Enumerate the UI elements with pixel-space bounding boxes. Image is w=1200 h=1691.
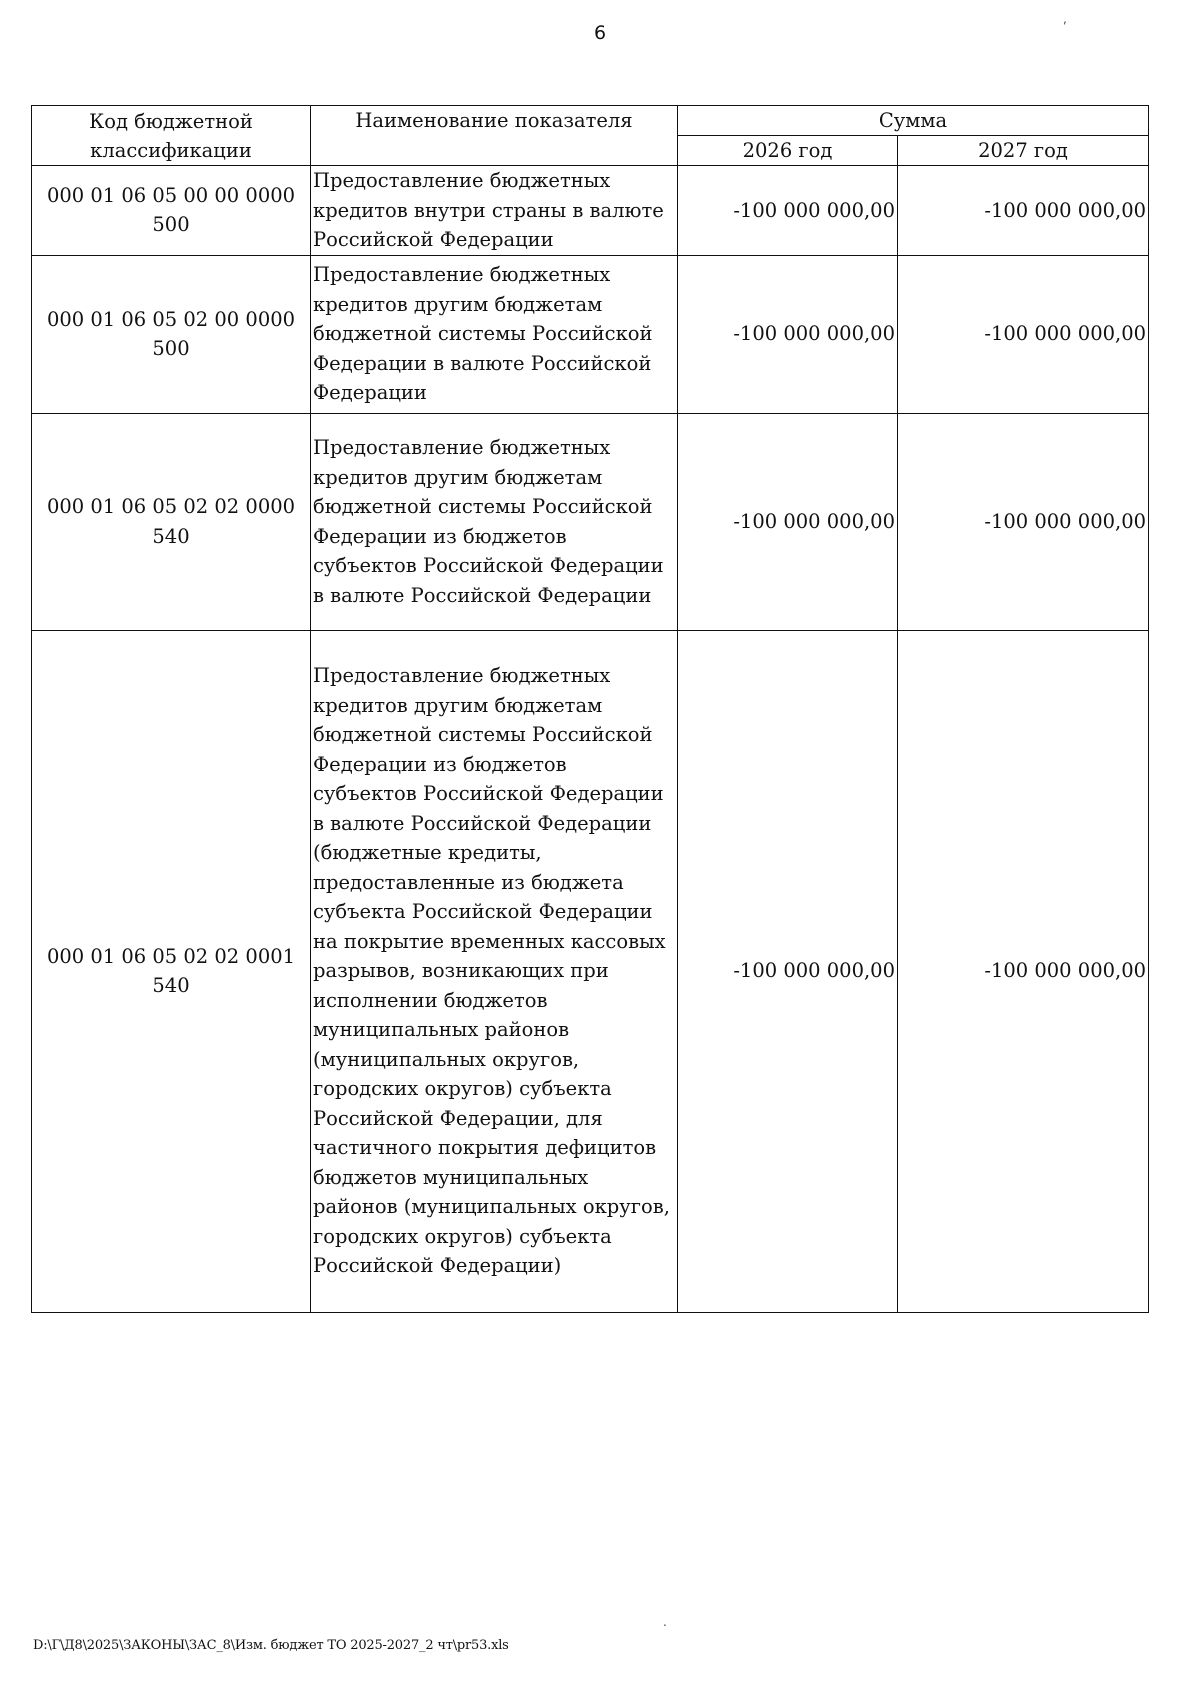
table-row [32, 166, 1149, 256]
row-amount-2026: -100 000 000,00 [678, 630, 898, 1312]
row-name: Предоставление бюджетных кредитов другим бюджетам бюджетной системы Российской Федерации из бюджетов субъектов Российской Федерации в валюте Российской Федерации [311, 413, 678, 630]
footer-file-path: D:\Г\Д8\2025\ЗАКОНЫ\ЗАС_8\Изм. бюджет ТО 2025-2027_2 чт\pr53.xls [33, 1638, 509, 1653]
table-row [32, 630, 1149, 1312]
row-name: Предоставление бюджетных кредитов другим бюджетам бюджетной системы Российской Федерации из бюджетов субъектов Российской Федерации в валюте Российской Федерации (бюджетные кредиты, предоставленные из бюджета субъекта Российской Федерации на покрытие временных кассовых разрывов, возникающих при исполнении бюджетов муниципальных районов (муниципальных округов, городских округов) субъекта Российской Федерации, для частичного покрытия дефицитов бюджетов муниципальных районов (муниципальных округов, городских округов) субъекта Российской Федерации) [311, 630, 678, 1312]
row-amount-2027: -100 000 000,00 [898, 166, 1149, 256]
row-amount-2027: -100 000 000,00 [898, 630, 1149, 1312]
header-year-2027: 2027 год [898, 136, 1149, 166]
table-row [32, 413, 1149, 630]
row-code: 000 01 06 05 02 00 0000 500 [32, 255, 311, 413]
header-sum: Сумма [678, 106, 1149, 136]
row-code: 000 01 06 05 02 02 0000 540 [32, 413, 311, 630]
row-amount-2026: -100 000 000,00 [678, 413, 898, 630]
row-name: Предоставление бюджетных кредитов внутри страны в валюте Российской Федерации [311, 166, 678, 256]
row-code: 000 01 06 05 00 00 0000 500 [32, 166, 311, 256]
header-year-2026: 2026 год [678, 136, 898, 166]
row-amount-2026: -100 000 000,00 [678, 255, 898, 413]
row-code: 000 01 06 05 02 02 0001 540 [32, 630, 311, 1312]
header-name: Наименование показателя [311, 106, 678, 166]
row-amount-2027: -100 000 000,00 [898, 413, 1149, 630]
row-amount-2027: -100 000 000,00 [898, 255, 1149, 413]
header-code: Код бюджетной классификации [32, 106, 311, 166]
page-number: 6 [593, 22, 607, 44]
footer-mark: . [663, 1615, 667, 1629]
row-amount-2026: -100 000 000,00 [678, 166, 898, 256]
budget-table [31, 105, 1149, 1313]
table-row [32, 255, 1149, 413]
row-name: Предоставление бюджетных кредитов другим бюджетам бюджетной системы Российской Федерации в валюте Российской Федерации [311, 255, 678, 413]
top-right-mark: , [1063, 12, 1067, 26]
